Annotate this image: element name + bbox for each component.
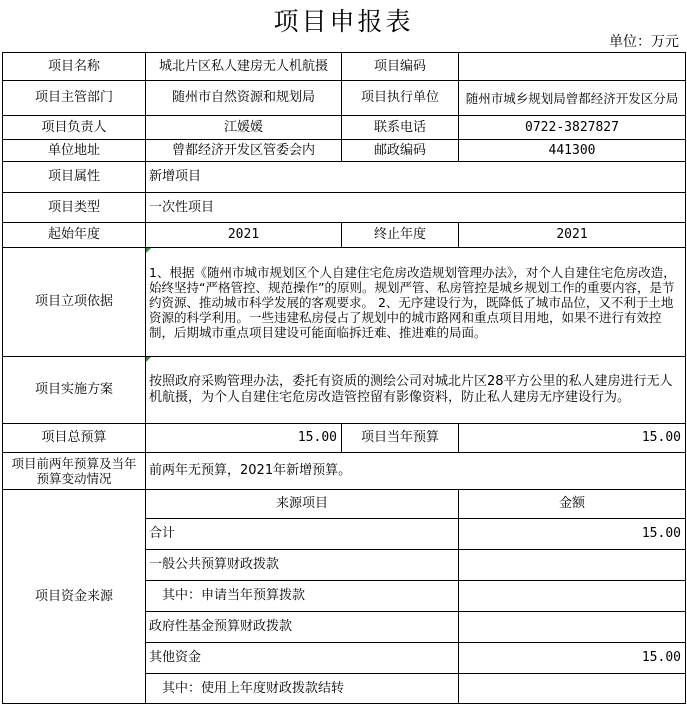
type-label: 项目类型 [3,193,146,223]
phone-label: 联系电话 [342,116,459,140]
project-name-label: 项目名称 [3,53,146,81]
address-value: 曾都经济开发区管委会内 [146,140,342,162]
total-budget-value: 15.00 [146,424,342,453]
table-row [3,248,686,357]
source-name: 其中：使用上年度财政拨款结转 [146,674,459,704]
current-budget-value: 15.00 [459,424,686,453]
table-row [3,116,686,140]
prev-budget-value: 前两年无预算，2021年新增预算。 [146,453,686,490]
end-year-label: 终止年度 [342,223,459,248]
source-header: 来源项目 [146,490,459,519]
zip-label: 邮政编码 [342,140,459,162]
source-amount [459,550,686,581]
project-code-value [459,53,686,81]
owner-value: 江媛媛 [146,116,342,140]
unit-label: 单位：万元 [609,34,679,50]
total-budget-label: 项目总预算 [3,424,146,453]
table-row [3,223,686,248]
source-amount: 15.00 [459,643,686,674]
table-row [3,490,686,519]
attribute-value: 新增项目 [146,162,686,193]
phone-value: 0722-3827827 [459,116,686,140]
start-year-value: 2021 [146,223,342,248]
table-row [3,453,686,490]
source-name: 一般公共预算财政拨款 [146,550,459,581]
exec-unit-label: 项目执行单位 [342,81,459,116]
current-budget-label: 项目当年预算 [342,424,459,453]
source-name: 合计 [146,519,459,550]
project-name-value: 城北片区私人建房无人机航摄 [146,53,342,81]
table-row [3,193,686,223]
basis-label: 项目立项依据 [3,248,146,357]
table-row [3,81,686,116]
plan-label: 项目实施方案 [3,357,146,424]
dept-value: 随州市自然资源和规划局 [146,81,342,116]
type-value: 一次性项目 [146,193,686,223]
source-amount [459,581,686,612]
source-amount [459,674,686,704]
source-amount [459,612,686,643]
source-name: 其他资金 [146,643,459,674]
table-row [3,140,686,162]
start-year-label: 起始年度 [3,223,146,248]
form-title: 项目申报表 [273,7,414,36]
table-row [3,357,686,424]
zip-value: 441300 [459,140,686,162]
project-application-table [2,52,686,704]
source-amount: 15.00 [459,519,686,550]
source-name: 政府性基金预算财政拨款 [146,612,459,643]
prev-budget-label: 项目前两年预算及当年预算变动情况 [3,453,146,490]
owner-label: 项目负责人 [3,116,146,140]
end-year-value: 2021 [459,223,686,248]
source-name: 其中：申请当年预算拨款 [146,581,459,612]
project-code-label: 项目编码 [342,53,459,81]
fund-source-label: 项目资金来源 [3,490,146,704]
basis-value: 1、根据《随州市城市规划区个人自建住宅危房改造规划管理办法》，对个人自建住宅危房改造，始终坚持“严格管控、规范操作”的原则。规划严管、私房管控是城乡规划工作的重要内容，是节约资源、推动城市科学发展的客观要求。 2、无序建设行为，既降低了城市品位，又不利于土地资源的科学利用。一些违建私房侵占了规划中的城市路网和重点项目用地，如果不进行有效控制，后期城市重点项目建设可能面临拆迁难、推进难的局面。 [146,248,686,357]
dept-label: 项目主管部门 [3,81,146,116]
table-row [3,424,686,453]
attribute-label: 项目属性 [3,162,146,193]
amount-header: 金额 [459,490,686,519]
table-row [3,53,686,81]
plan-value: 按照政府采购管理办法，委托有资质的测绘公司对城北片区28平方公里的私人建房进行无人机航摄，为个人自建住宅危房改造管控留有影像资料，防止私人建房无序建设行为。 [146,357,686,424]
address-label: 单位地址 [3,140,146,162]
table-row [3,162,686,193]
exec-unit-value: 随州市城乡规划局曾都经济开发区分局 [459,81,686,116]
